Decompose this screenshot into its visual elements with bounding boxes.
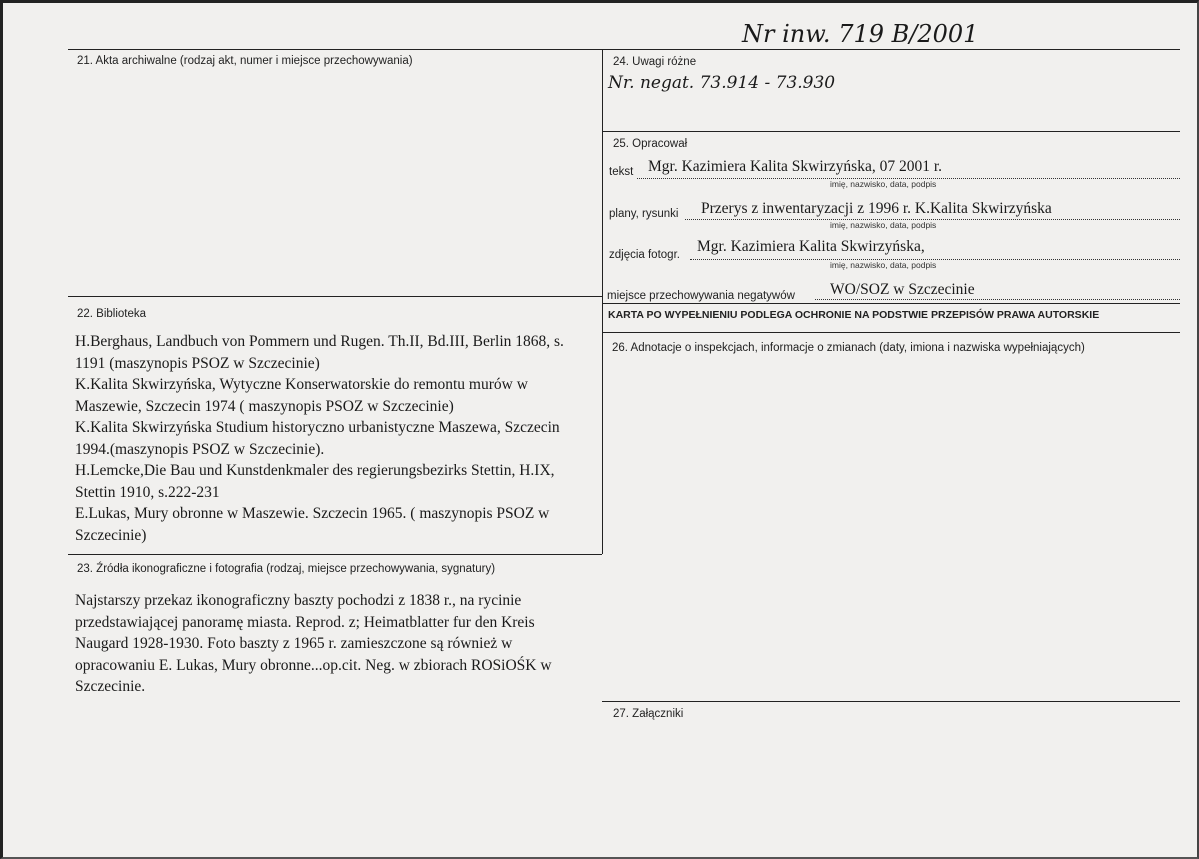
- bibliography-list: [75, 331, 595, 546]
- bibliography-entry: K.Kalita Skwirzyńska Studium historyczno urbanistyczne Maszewa, Szczecin 1994.(maszynopis PSOZ w Szczecinie).: [75, 419, 560, 458]
- rule-26-27: [602, 701, 1180, 702]
- inventory-number-handwritten: Nr inw. 719 B/2001: [742, 20, 979, 48]
- top-rule: [68, 49, 1180, 50]
- rule-24-25: [602, 131, 1180, 132]
- negatives-location-dotline: [815, 299, 1180, 300]
- section-26-label: 26. Adnotacje o inspekcjach, informacje o zmianach (daty, imiona i nazwiska wypełniających): [612, 342, 1085, 354]
- bibliography-entry: H.Berghaus, Landbuch von Pommern und Rugen. Th.II, Bd.III, Berlin 1868, s. 1191 (maszynopis PSOZ w Szczecinie): [75, 333, 564, 372]
- bibliography-entry: E.Lukas, Mury obronne w Maszewie. Szczecin 1965. ( maszynopis PSOZ w Szczecinie): [75, 505, 550, 544]
- text-author-value: Mgr. Kazimiera Kalita Skwirzyńska, 07 2001 r.: [648, 158, 943, 175]
- iconography-text: Najstarszy przekaz ikonograficzny baszty pochodzi z 1838 r., na rycinie przedstawiającej panoramę miasta. Reprod. z; Heimatblatter fur den Kreis Naugard 1928-1930. Foto baszty z 1965 r. zamieszczone są również w opracowaniu E. Lukas, Mury obronne...op.cit. Neg. w zbiorach ROSiOŚK w Szczecinie.: [75, 592, 552, 695]
- center-divider: [602, 49, 603, 554]
- section-22-label: 22. Biblioteka: [77, 308, 147, 320]
- negatives-location-value: WO/SOZ w Szczecinie: [830, 281, 975, 298]
- rule-notice-26: [602, 332, 1180, 333]
- section-23-label: 23. Źródła ikonograficzne i fotografia (rodzaj, miejsce przechowywania, sygnatury): [77, 563, 496, 575]
- text-author-label: tekst: [609, 166, 634, 178]
- section-24-label: 24. Uwagi różne: [613, 56, 697, 68]
- text-author-caption: imię, nazwisko, data, podpis: [830, 179, 937, 189]
- photos-author-caption: imię, nazwisko, data, podpis: [830, 260, 937, 270]
- photos-author-label: zdjęcia fotogr.: [609, 249, 680, 261]
- copyright-notice: KARTA PO WYPEŁNIENIU PODLEGA OCHRONIE NA PODSTWIE PRZEPISÓW PRAWA AUTORSKIE: [608, 309, 1100, 321]
- bibliography-entry: K.Kalita Skwirzyńska, Wytyczne Konserwatorskie do remontu murów w Maszewie, Szczecin 1974 ( maszynopis PSOZ w Szczecinie): [75, 376, 528, 415]
- drawings-author-value: Przerys z inwentaryzacji z 1996 r. K.Kalita Skwirzyńska: [701, 200, 1052, 217]
- negative-numbers-handwritten: Nr. negat. 73.914 - 73.930: [608, 73, 836, 93]
- rule-21-22: [68, 296, 602, 297]
- rule-22-23: [68, 554, 602, 555]
- section-27-label: 27. Załączniki: [613, 708, 684, 720]
- section-21-label: 21. Akta archiwalne (rodzaj akt, numer i miejsce przechowywania): [77, 55, 413, 67]
- drawings-author-label: plany, rysunki: [609, 208, 679, 220]
- drawings-author-caption: imię, nazwisko, data, podpis: [830, 220, 937, 230]
- bibliography-entry: H.Lemcke,Die Bau und Kunstdenkmaler des regierungsbezirks Stettin, H.IX, Stettin 1910, s.222-231: [75, 462, 555, 501]
- section-25-label: 25. Opracował: [613, 138, 688, 150]
- photos-author-value: Mgr. Kazimiera Kalita Skwirzyńska,: [697, 238, 925, 255]
- rule-25-notice: [602, 303, 1180, 304]
- negatives-location-label: miejsce przechowywania negatywów: [607, 290, 795, 302]
